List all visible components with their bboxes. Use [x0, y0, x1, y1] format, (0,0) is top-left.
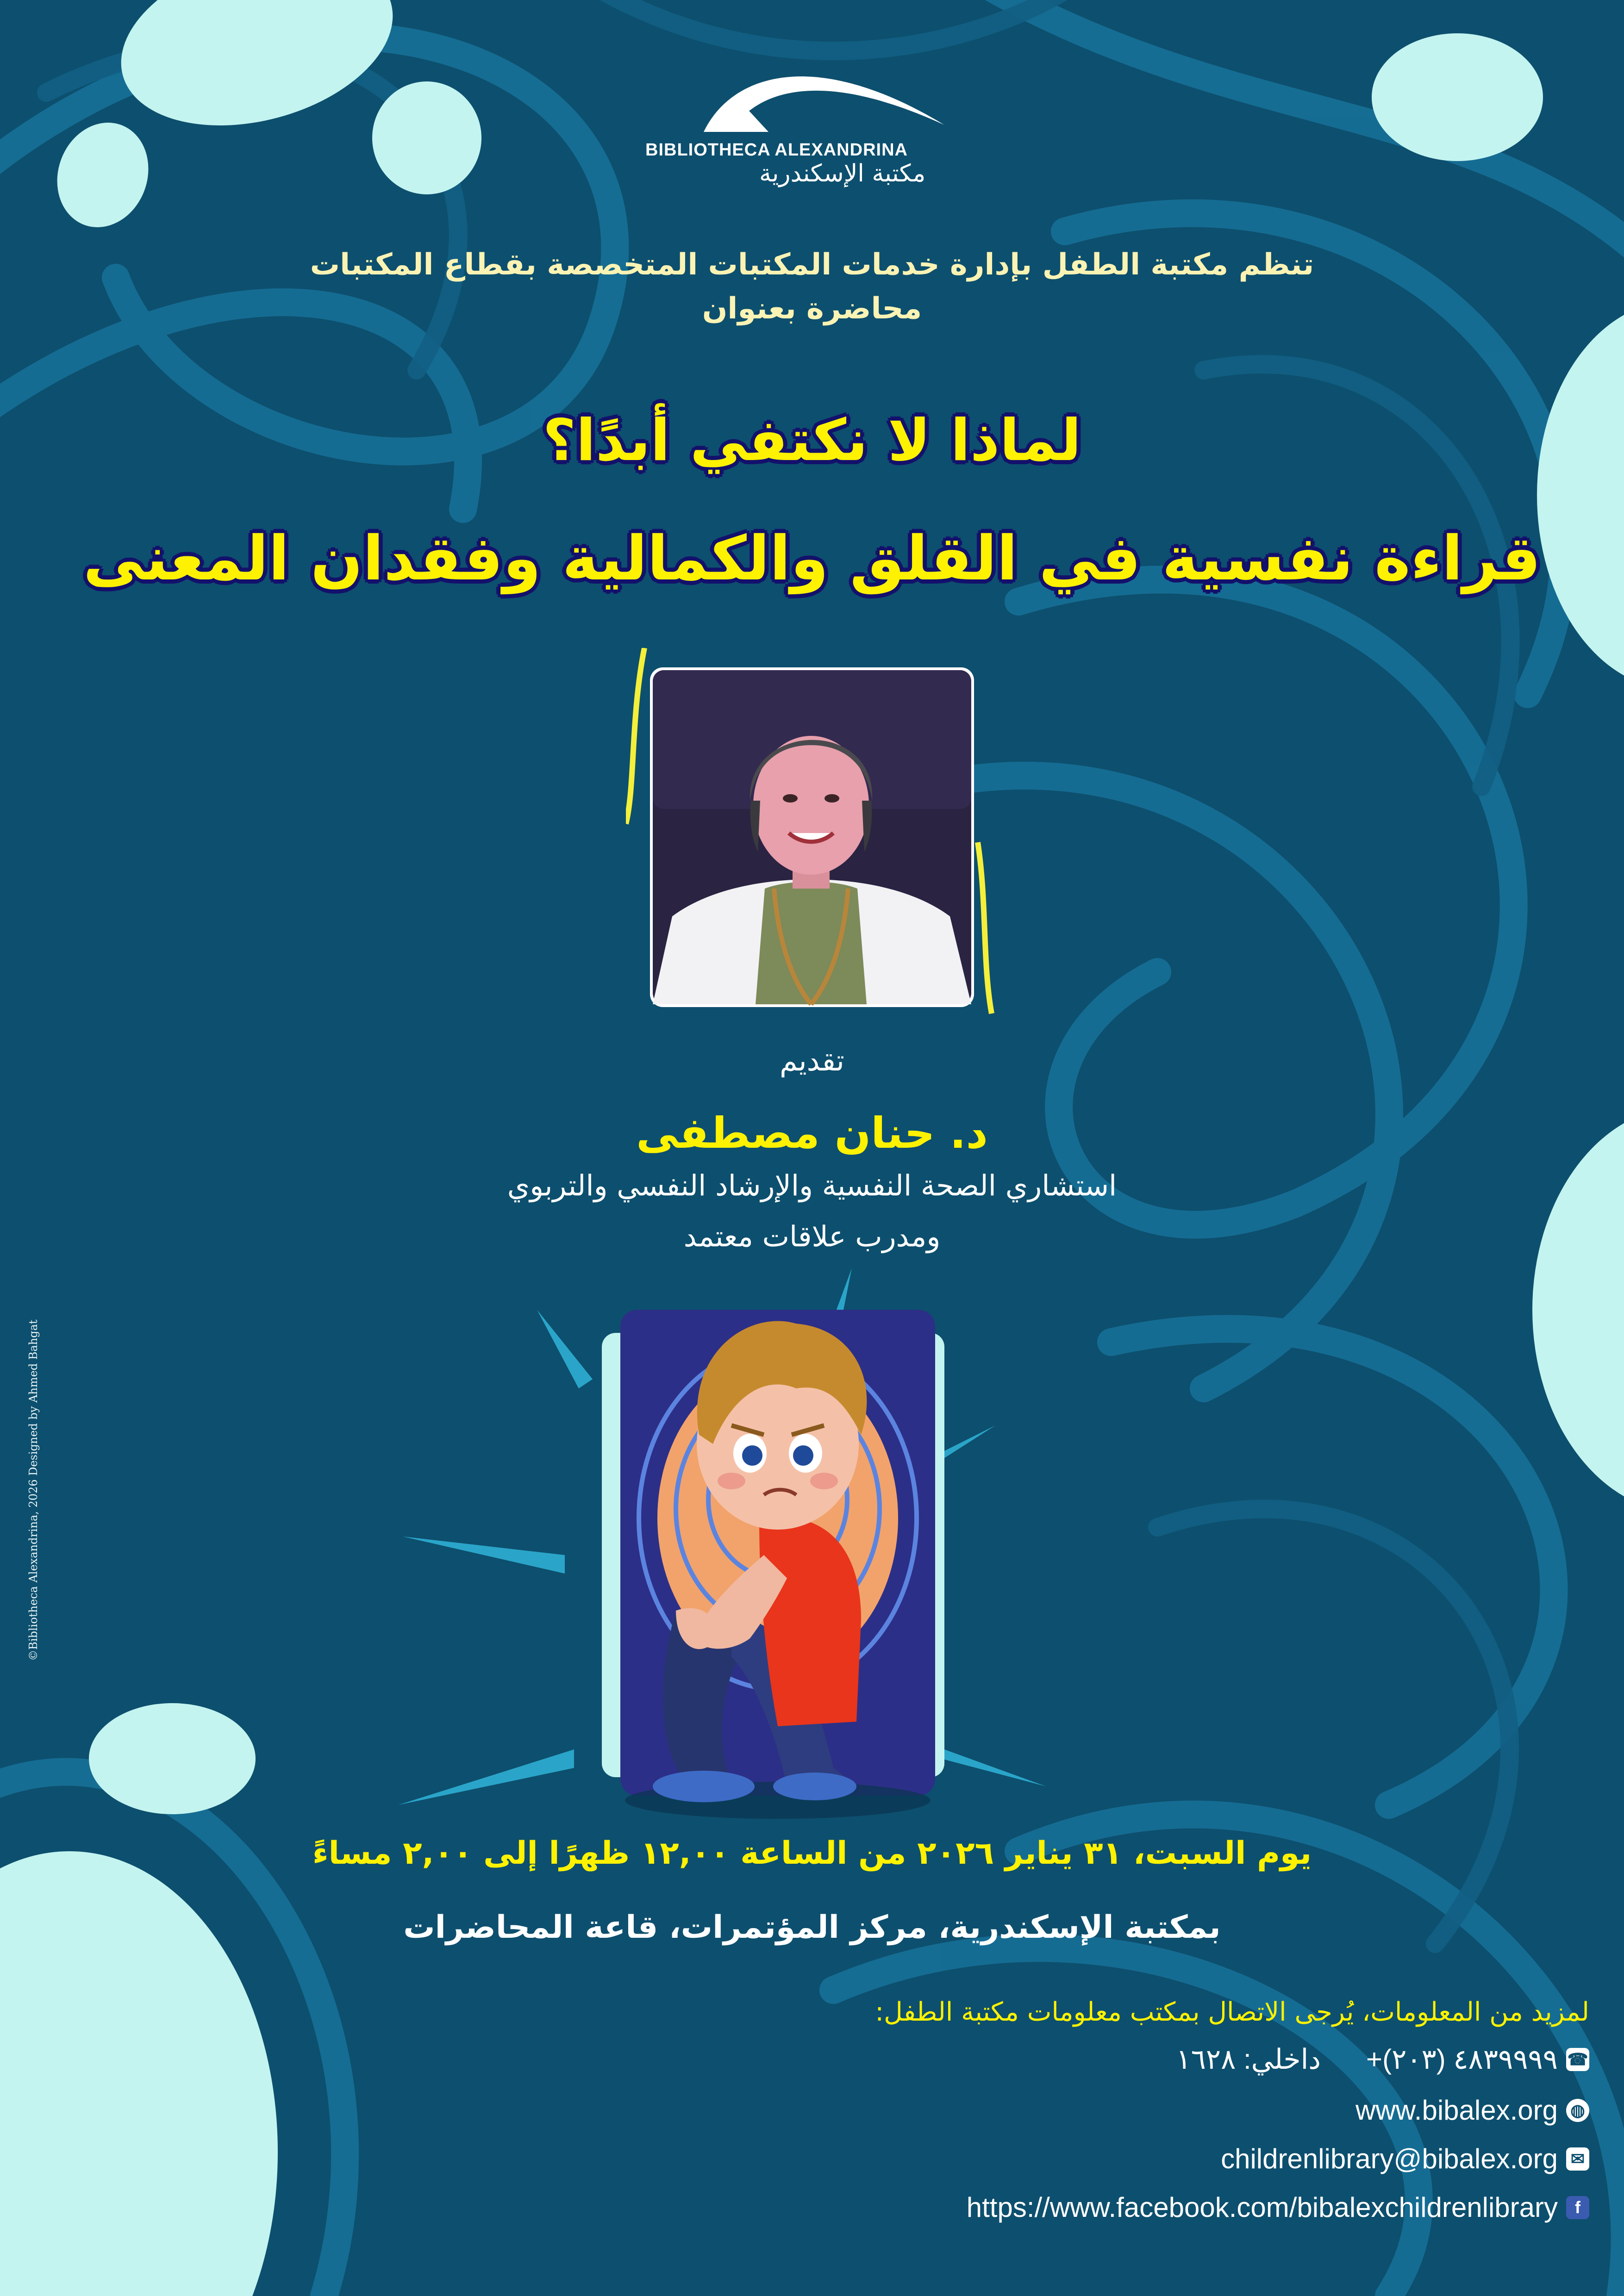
organizer-line: تنظم مكتبة الطفل بإدارة خدمات المكتبات المتخصصة بقطاع المكتبات: [310, 248, 1314, 282]
phone-row: [1176, 2043, 1589, 2076]
lecture-title-line2: قراءة نفسية في القلق والكمالية وفقدان المعنى: [83, 523, 1541, 594]
speaker-role-line1: استشاري الصحة النفسية والإرشاد النفسي والتربوي: [507, 1169, 1117, 1202]
phone-extension: داخلي: ١٦٢٨: [1176, 2044, 1321, 2075]
website-link[interactable]: www.bibalex.org: [1355, 2095, 1558, 2126]
presenter-photo-frame: [626, 648, 996, 1018]
globe-icon: ◍: [1566, 2099, 1589, 2122]
email-icon: ✉: [1566, 2147, 1589, 2171]
lecture-label: محاضرة بعنوان: [702, 292, 922, 326]
phone-number[interactable]: +(٢٠٣) ٤٨٣٩٩٩٩: [1366, 2044, 1558, 2075]
facebook-row: [967, 2191, 1589, 2223]
event-datetime: يوم السبت، ٣١ يناير ٢٠٢٦ من الساعة ١٢,٠٠ ظهرًا إلى ٢,٠٠ مساءً: [312, 1835, 1312, 1872]
presented-by-label: تقديم: [780, 1044, 844, 1077]
contact-heading: لمزيد من المعلومات، يُرجى الاتصال بمكتب معلومات مكتبة الطفل:: [875, 1997, 1589, 2027]
email-row: [1221, 2143, 1589, 2175]
facebook-icon: f: [1566, 2196, 1589, 2219]
speaker-name: د. حنان مصطفى: [636, 1108, 988, 1158]
website-row: [1355, 2094, 1589, 2126]
copyright-credit: [24, 1300, 43, 1680]
event-location: بمكتبة الإسكندرية، مركز المؤتمرات، قاعة المحاضرات: [403, 1909, 1221, 1946]
speaker-role-line2: ومدرب علاقات معتمد: [683, 1220, 941, 1253]
phone-icon: ☎: [1566, 2048, 1589, 2071]
credit-text: ©Bibliotheca Alexandrina, 2026 Designed by Ahmed Bahgat: [27, 1319, 40, 1661]
lecture-title-line1: لماذا لا نكتفي أبدًا؟: [543, 407, 1081, 474]
logo-name-ar: مكتبة الإسكندرية: [759, 160, 926, 187]
logo-arch-icon: [704, 76, 944, 132]
logo-name-en: BIBLIOTHECA ALEXANDRINA: [645, 140, 908, 160]
anxious-boy-illustration: [380, 1259, 1083, 1823]
anxious-boy-icon: [380, 1259, 1083, 1823]
email-link[interactable]: childrenlibrary@bibalex.org: [1221, 2143, 1558, 2174]
facebook-link[interactable]: https://www.facebook.com/bibalexchildrenlibrary: [966, 2192, 1558, 2223]
presenter-photo: [626, 648, 996, 1018]
